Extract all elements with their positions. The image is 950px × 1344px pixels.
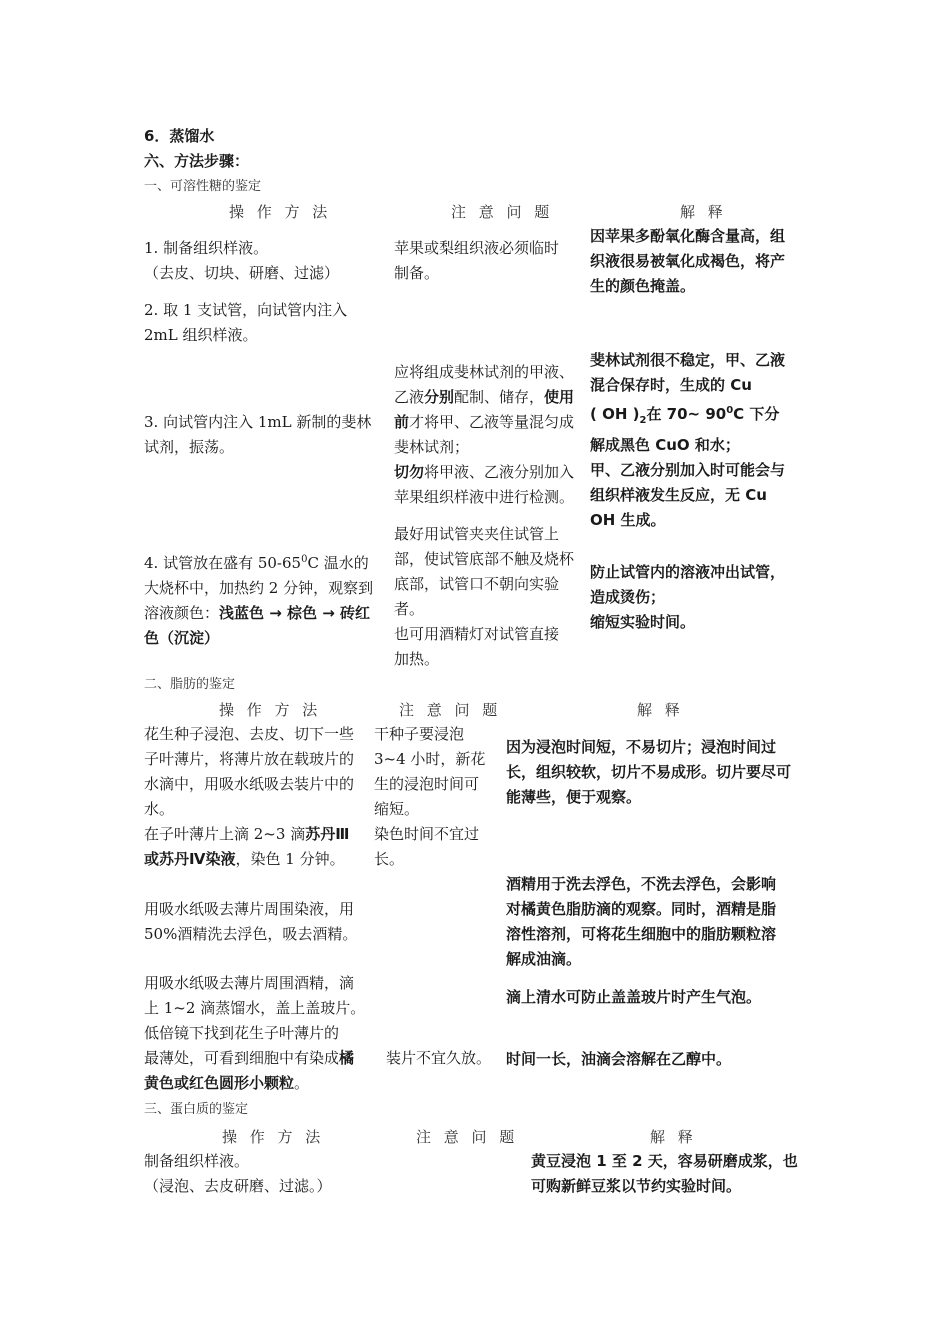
s1-step1-text: 1. 制备组织样液。 （去皮、切块、研磨、过滤） <box>144 239 340 282</box>
s3-step1-explanation: 黄豆浸泡 1 至 2 天，容易研磨成浆，也 可购新鲜豆浆以节约实验时间。 <box>531 1152 798 1195</box>
col-header-notes: 注 意 问 题 <box>416 1128 519 1146</box>
s2-step4-explanation: 时间一长，油滴会溶解在乙醇中。 <box>506 1050 732 1068</box>
s1-step3-explanation: 斐林试剂很不稳定，甲、乙液 混合保存时，生成的 Cu ( OH )$_2$在 70~ $90^0C$ 下分 解成黑色 CuO 和水； 甲、乙液分别加入时可能会与 组织样液发生反应，无 Cu OH 生成。 <box>590 351 786 529</box>
col-header-notes: 注 意 问 题 <box>399 701 502 719</box>
section-title-fat: 二、脂肪的鉴定 <box>144 677 236 692</box>
s1-step2-text: 2. 取 1 支试管，向试管内注入 2mL 组织样液。 <box>144 301 348 344</box>
s2-step1-explanation: 因为浸泡时间短，不易切片；浸泡时间过 长，组织较软，切片不易成形。切片要尽可 能薄些，便于观察。 <box>506 738 792 806</box>
section-title-sugar: 一、可溶性糖的鉴定 <box>144 179 262 194</box>
s1-step1-note: 苹果或梨组织液必须临时 制备。 <box>394 239 560 282</box>
section-title-protein: 三、蛋白质的鉴定 <box>144 1102 249 1117</box>
s1-step4-explanation: 防止试管内的溶液冲出试管， 造成烫伤； 缩短实验时间。 <box>590 563 786 631</box>
s2-step2-text: 用吸水纸吸去薄片周围染液，用 50%酒精洗去浮色，吸去酒精。 <box>144 900 358 943</box>
s1-step3-text: 3. 向试管内注入 1mL 新制的斐林 试剂，振荡。 <box>144 413 372 456</box>
s1-step1-explanation: 因苹果多酚氧化酶含量高，组 织液很易被氧化成褐色，将产 生的颜色掩盖。 <box>590 227 786 295</box>
s2-step1-note: 干种子要浸泡 3~4 小时，新花 生的浸泡时间可 缩短。 染色时间不宜过 长。 <box>374 725 486 868</box>
s1-step3-note: 应将组成斐林试剂的甲液、 乙液分别配制、储存，使用 前才将甲、乙液等量混匀成 斐林试剂； 切勿将甲液、乙液分别加入 苹果组织样液中进行检测。 <box>394 363 575 506</box>
s1-step4-note: 最好用试管夹夹住试管上 部，使试管底部不触及烧杯 底部，试管口不朝向实验 者。 也可用酒精灯对试管直接 加热。 <box>394 525 575 668</box>
col-header-explanation: 解 释 <box>680 203 727 221</box>
col-header-explanation: 解 释 <box>637 701 684 719</box>
col-header-operation: 操 作 方 法 <box>222 1128 325 1146</box>
heading-method-steps: 六、方法步骤： <box>144 152 250 170</box>
heading-distilled-water: 6．蒸馏水 <box>144 127 215 145</box>
s2-step3-text: 用吸水纸吸去薄片周围酒精，滴 上 1~2 滴蒸馏水，盖上盖玻片。 <box>144 974 366 1017</box>
col-header-explanation: 解 释 <box>650 1128 697 1146</box>
col-header-operation: 操 作 方 法 <box>229 203 332 221</box>
s2-step4-note: 装片不宜久放。 <box>386 1049 492 1067</box>
s2-step3-explanation: 滴上清水可防止盖盖玻片时产生气泡。 <box>506 988 762 1006</box>
s3-step1-text: 制备组织样液。 （浸泡、去皮研磨、过滤。） <box>144 1152 332 1195</box>
col-header-operation: 操 作 方 法 <box>219 701 322 719</box>
s2-step4-text: 低倍镜下找到花生子叶薄片的 最薄处，可看到细胞中有染成橘 黄色或红色圆形小颗粒。 <box>144 1024 355 1092</box>
col-header-notes: 注 意 问 题 <box>451 203 554 221</box>
s2-step1-text: 花生种子浸泡、去皮、切下一些 子叶薄片，将薄片放在载玻片的 水滴中，用吸水纸吸去装片中的 水。 在子叶薄片上滴 2~3 滴苏丹Ⅲ 或苏丹Ⅳ染液，染色 1 分钟。 <box>144 725 355 868</box>
s1-step4-text: 4. 试管放在盛有 $50-65^0C$ 温水的 大烧杯中，加热约 2 分钟，观察到 溶液颜色：浅蓝色 → 棕色 → 砖红 色（沉淀） <box>144 554 374 647</box>
s2-step2-explanation: 酒精用于洗去浮色，不洗去浮色，会影响 对橘黄色脂肪滴的观察。同时，酒精是脂 溶性溶剂，可将花生细胞中的脂肪颗粒溶 解成油滴。 <box>506 875 777 968</box>
